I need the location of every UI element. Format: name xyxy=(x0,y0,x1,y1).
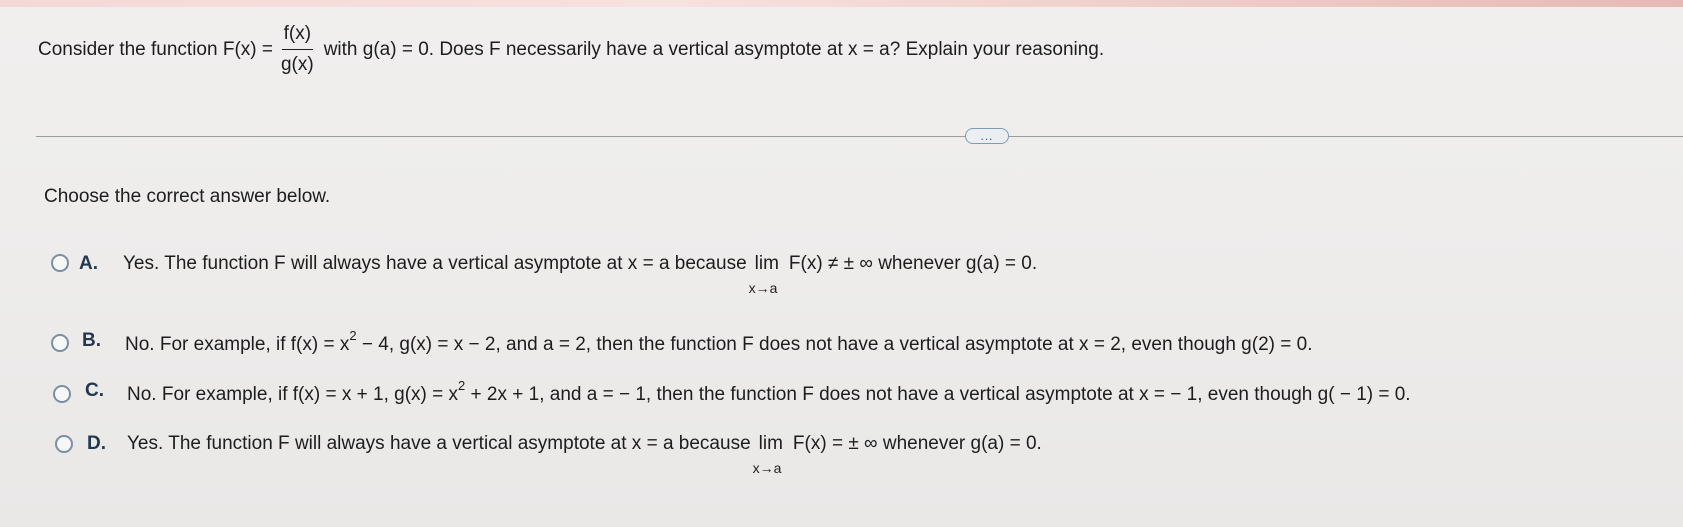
option-b-letter: B. xyxy=(82,330,101,351)
answer-prompt: Choose the correct answer below. xyxy=(44,186,331,207)
option-d-lim-sub: x→a xyxy=(752,460,782,476)
option-a-lim: lim xyxy=(754,253,779,274)
option-a-pre: Yes. The function F will always have a vertical asymptote at x = a because xyxy=(123,253,747,274)
question-prefix: Consider the function F(x) = xyxy=(38,38,273,60)
option-c-text-1: No. For example, if f(x) = x + 1, g(x) = x xyxy=(127,384,459,405)
question-text xyxy=(38,22,1104,77)
option-c-text xyxy=(127,377,1411,406)
option-d-limit xyxy=(752,433,783,476)
option-c-radio[interactable] xyxy=(53,385,71,403)
fraction-numerator: f(x) xyxy=(282,22,313,50)
option-a-lim-sub: x→a xyxy=(748,280,778,296)
option-b-radio[interactable] xyxy=(51,334,69,352)
option-a-limit xyxy=(748,253,779,296)
option-c-letter: C. xyxy=(85,380,104,401)
option-b-text-1: No. For example, if f(x) = x xyxy=(125,334,350,355)
option-d-lim: lim xyxy=(758,433,783,454)
option-a-letter: A. xyxy=(79,253,98,274)
top-accent-bar xyxy=(0,0,1683,7)
question-suffix: with g(a) = 0. Does F necessarily have a vertical asymptote at x = a? Explain your reasoning. xyxy=(323,38,1105,60)
option-b-sup: 2 xyxy=(349,327,357,343)
option-b-text-2: − 4, g(x) = x − 2, and a = 2, then the function F does not have a vertical asymptote at x = 2, even though g(2) = 0. xyxy=(356,334,1313,355)
more-options-button[interactable]: ... xyxy=(965,128,1009,144)
option-a-radio[interactable] xyxy=(51,254,69,272)
option-b-text xyxy=(125,327,1313,356)
fraction xyxy=(279,22,316,77)
option-d-radio[interactable] xyxy=(55,435,73,453)
option-a-post: F(x) ≠ ± ∞ whenever g(a) = 0. xyxy=(788,253,1038,274)
fraction-denominator: g(x) xyxy=(280,54,314,75)
option-d-pre: Yes. The function F will always have a vertical asymptote at x = a because xyxy=(127,433,751,454)
option-d-letter: D. xyxy=(87,433,106,454)
option-c-sup: 2 xyxy=(458,377,466,393)
option-d-post: F(x) = ± ∞ whenever g(a) = 0. xyxy=(792,433,1042,454)
section-divider xyxy=(36,136,1683,137)
option-d-text xyxy=(127,433,1042,476)
option-a-text xyxy=(123,253,1038,296)
option-c-text-2: + 2x + 1, and a = − 1, then the function F does not have a vertical asymptote at x = − 1, even though g( − 1) = 0. xyxy=(465,384,1411,405)
